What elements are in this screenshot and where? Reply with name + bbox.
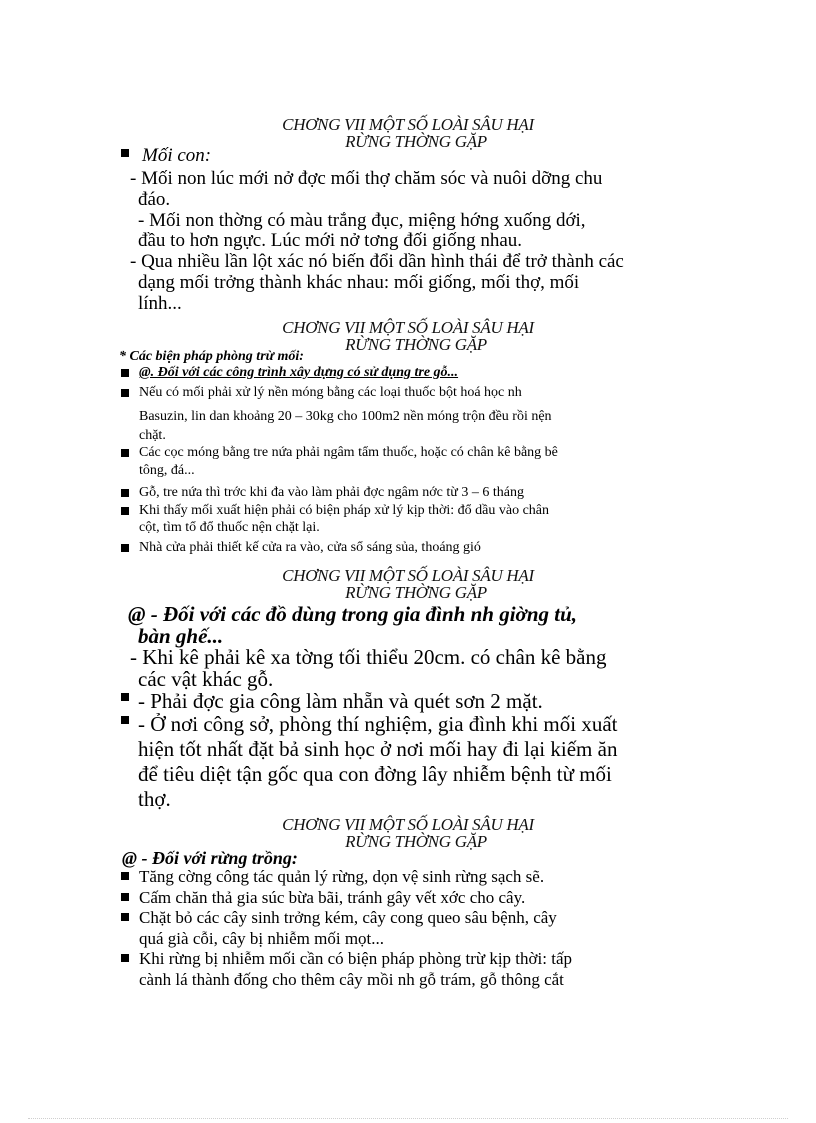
bullet bbox=[121, 369, 129, 377]
text-line: cột, tìm tổ đổ thuốc nện chặt lại. bbox=[139, 520, 320, 535]
heading-rung-trong: @ - Đối với rừng trồng: bbox=[122, 848, 298, 868]
text-line: cành lá thành đống cho thêm cây mồi nh gỗ trám, gỗ thông cắt bbox=[139, 970, 564, 989]
bullet bbox=[121, 893, 129, 901]
text-line: - Mối non lúc mới nở đợc mối thợ chăm sóc và nuôi dỡng chu bbox=[130, 168, 603, 189]
bullet bbox=[121, 149, 129, 157]
text-line: chặt. bbox=[139, 428, 166, 443]
text-line: hiện tốt nhất đặt bả sinh học ở nơi mối hay đi lại kiếm ăn bbox=[138, 737, 618, 761]
heading-do-dung-cont: bàn ghế... bbox=[138, 624, 224, 648]
section-title bbox=[0, 116, 816, 150]
bullet bbox=[121, 872, 129, 880]
title-line-2: RỪNG THỜNG GẶP bbox=[345, 335, 487, 354]
heading-do-dung: @ - Đối với các đồ dùng trong gia đình nh giờng tủ, bbox=[128, 602, 578, 626]
title-line-2: RỪNG THỜNG GẶP bbox=[345, 583, 487, 602]
text-line: để tiêu diệt tận gốc qua con đờng lây nhiễm bệnh từ mối bbox=[138, 762, 612, 786]
text-line: lính... bbox=[138, 293, 182, 314]
text-line: Nhà cửa phải thiết kế cửa ra vào, cửa sổ sáng sủa, thoáng gió bbox=[139, 540, 481, 555]
bullet bbox=[121, 954, 129, 962]
text-line: đầu to hơn ngực. Lúc mới nở tơng đối giống nhau. bbox=[138, 230, 522, 251]
text-line: đáo. bbox=[138, 189, 171, 210]
title-line-2: RỪNG THỜNG GẶP bbox=[345, 832, 487, 851]
text-line: dạng mối trởng thành khác nhau: mối giống, mối thợ, mối bbox=[138, 272, 580, 293]
text-line: Chặt bỏ các cây sinh trởng kém, cây cong queo sâu bệnh, cây bbox=[139, 908, 557, 927]
title-line-1: CHƠNG VII MỘT SỐ LOÀI SÂU HẠI bbox=[282, 318, 534, 337]
bullet bbox=[121, 544, 129, 552]
bullet bbox=[121, 693, 129, 701]
text-line: Tăng cờng công tác quản lý rừng, dọn vệ sinh rừng sạch sẽ. bbox=[139, 867, 545, 886]
heading-bien-phap: * Các biện pháp phòng trừ mối: bbox=[119, 349, 304, 364]
bullet bbox=[121, 913, 129, 921]
bullet bbox=[121, 716, 129, 724]
text-line: - Phải đợc gia công làm nhẵn và quét sơn 2 mặt. bbox=[138, 689, 543, 713]
text-line: Các cọc móng bằng tre nứa phải ngâm tẩm thuốc, hoặc có chân kê bằng bê bbox=[139, 445, 558, 460]
text-line: thợ. bbox=[138, 787, 171, 811]
text-line: - Khi kê phải kê xa tờng tối thiểu 20cm. có chân kê bằng bbox=[130, 645, 607, 669]
text-line: Basuzin, lin dan khoảng 20 – 30kg cho 100m2 nền móng trộn đều rồi nện bbox=[139, 409, 552, 424]
text-line: tông, đá... bbox=[139, 463, 195, 478]
subheading-cong-trinh: @. Đối với các công trình xây dựng có sử dụng tre gỗ... bbox=[139, 365, 459, 380]
text-line: Nếu có mối phải xử lý nền móng bằng các loại thuốc bột hoá học nh bbox=[139, 385, 522, 400]
text-line: quá già cỗi, cây bị nhiễm mối mọt... bbox=[139, 929, 385, 948]
text-line: - Ở nơi công sở, phòng thí nghiệm, gia đình khi mối xuất bbox=[138, 712, 618, 736]
title-line-1: CHƠNG VII MỘT SỐ LOÀI SÂU HẠI bbox=[282, 815, 534, 834]
text-line: Khi thấy mối xuất hiện phải có biện pháp xử lý kịp thời: đổ dầu vào chân bbox=[139, 503, 550, 518]
section-title bbox=[0, 567, 816, 601]
section-title bbox=[0, 319, 816, 353]
bullet bbox=[121, 389, 129, 397]
bullet bbox=[121, 449, 129, 457]
page-bottom-border bbox=[28, 1118, 788, 1119]
text-line: - Qua nhiều lần lột xác nó biến đổi dần hình thái để trở thành các bbox=[130, 251, 624, 272]
section-title bbox=[0, 816, 816, 850]
title-line-1: CHƠNG VII MỘT SỐ LOÀI SÂU HẠI bbox=[282, 566, 534, 585]
title-line-1: CHƠNG VII MỘT SỐ LOÀI SÂU HẠI bbox=[282, 115, 534, 134]
text-line: Gỗ, tre nứa thì trớc khi đa vào làm phải đợc ngâm nớc từ 3 – 6 tháng bbox=[139, 485, 524, 500]
title-line-2: RỪNG THỜNG GẶP bbox=[345, 132, 487, 151]
text-line: Khi rừng bị nhiễm mối cần có biện pháp phòng trừ kịp thời: tấp bbox=[139, 949, 572, 968]
bullet bbox=[121, 489, 129, 497]
heading-moi-con: Mối con: bbox=[142, 145, 212, 166]
bullet bbox=[121, 507, 129, 515]
text-line: Cấm chăn thả gia súc bừa bãi, tránh gây vết xớc cho cây. bbox=[139, 888, 526, 907]
text-line: - Mối non thờng có màu trắng đục, miệng hớng xuống dới, bbox=[138, 210, 586, 231]
text-line: các vật khác gỗ. bbox=[138, 667, 274, 691]
